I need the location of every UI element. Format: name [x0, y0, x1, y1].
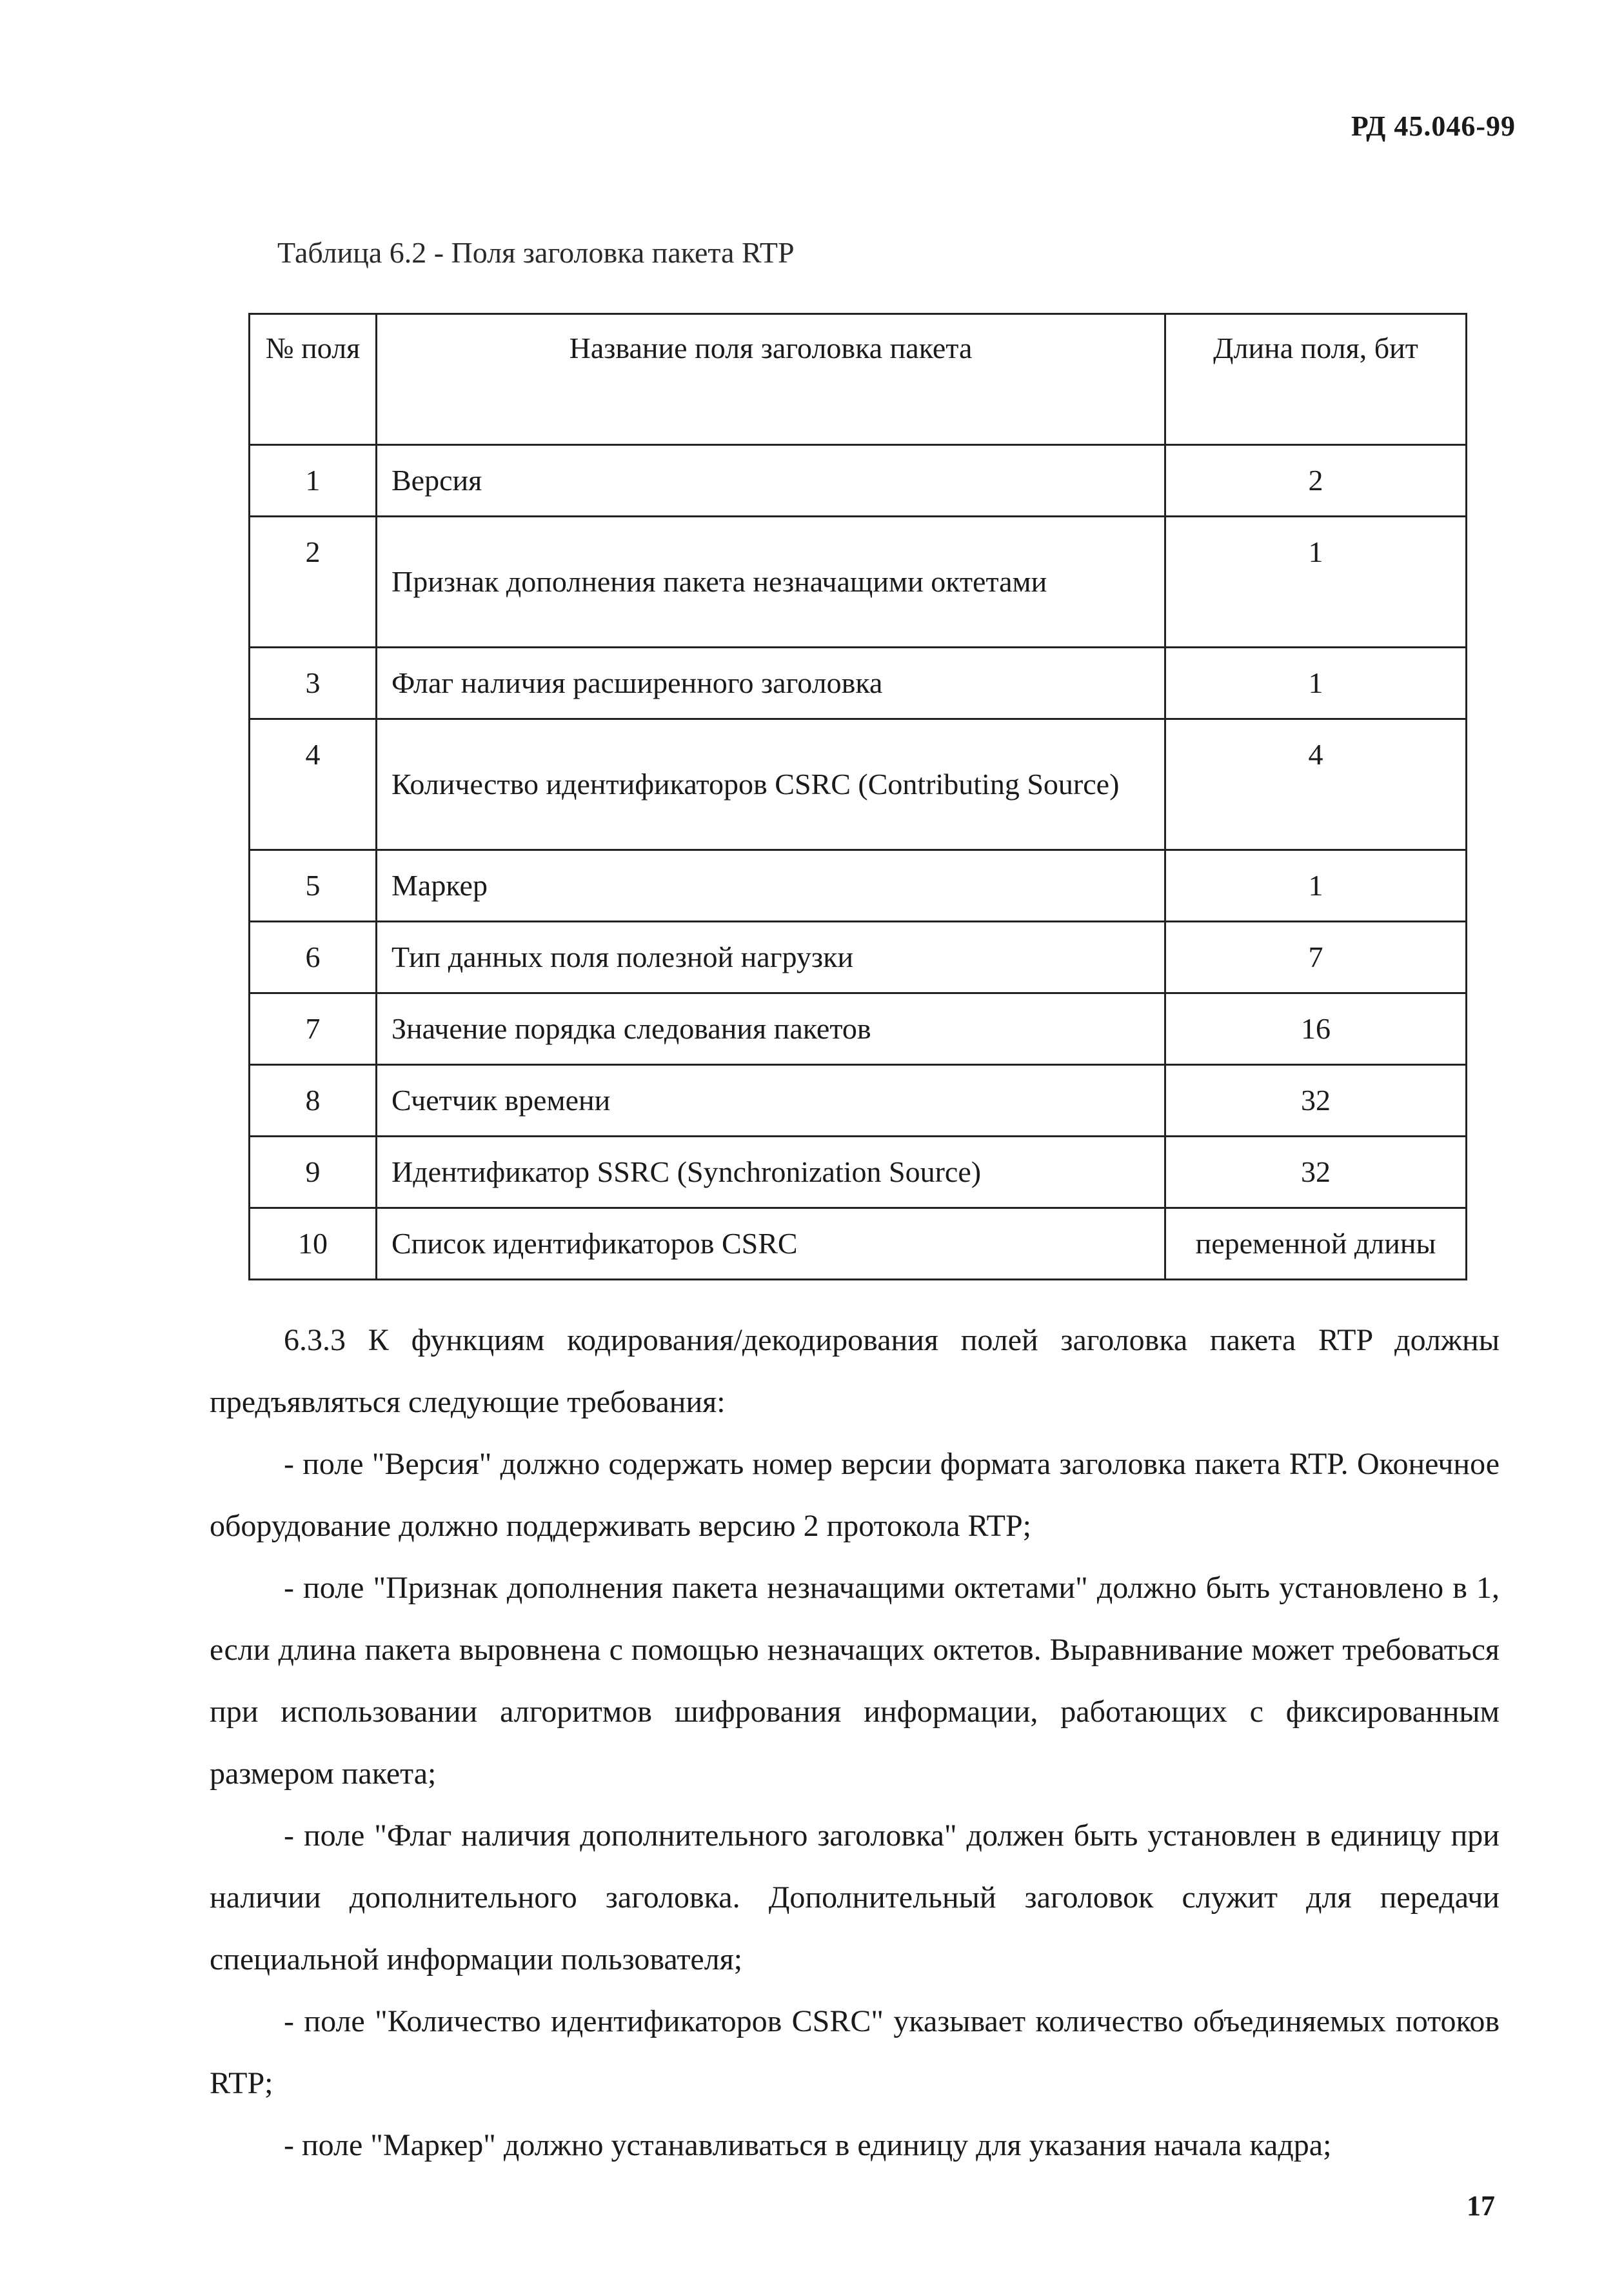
cell-num: 9 [250, 1137, 377, 1208]
cell-name: Версия [377, 445, 1165, 517]
document-code: РД 45.046-99 [1351, 110, 1516, 142]
table-row [250, 719, 1467, 850]
cell-length: 1 [1165, 850, 1467, 922]
paragraph-intro: 6.3.3 К функциям кодирования/декодирования полей заголовка пакета RTP должны предъявляться следующие требования: [210, 1323, 1500, 1419]
cell-name: Признак дополнения пакета незначащими октетами [377, 517, 1165, 648]
cell-length: 32 [1165, 1065, 1467, 1137]
cell-length: 2 [1165, 445, 1467, 517]
cell-length: 16 [1165, 993, 1467, 1065]
table-row [250, 445, 1467, 517]
table-row [250, 850, 1467, 922]
table-row [250, 922, 1467, 993]
cell-num: 1 [250, 445, 377, 517]
cell-length: 1 [1165, 517, 1467, 648]
table-caption: Таблица 6.2 - Поля заголовка пакета RTP [277, 236, 795, 269]
table-row [250, 517, 1467, 648]
table-row [250, 648, 1467, 719]
header-length: Длина поля, бит [1165, 314, 1467, 445]
cell-name: Тип данных поля полезной нагрузки [377, 922, 1165, 993]
cell-name: Идентификатор SSRC (Synchronization Source) [377, 1137, 1165, 1208]
body-text [210, 1309, 1500, 2176]
cell-num: 5 [250, 850, 377, 922]
cell-name: Флаг наличия расширенного заголовка [377, 648, 1165, 719]
cell-num: 8 [250, 1065, 377, 1137]
paragraph-csrc-count: - поле "Количество идентификаторов CSRC" указывает количество объединяемых потоков RTP; [210, 2004, 1500, 2100]
paragraph-extension: - поле "Флаг наличия дополнительного заголовка" должен быть установлен в единицу при наличии дополнительного заголовка. Дополнительный заголовок служит для передачи специальной информации пользователя; [210, 1818, 1500, 1976]
paragraph-version: - поле "Версия" должно содержать номер версии формата заголовка пакета RTP. Оконечное оборудование должно поддерживать версию 2 протокола RTP; [210, 1447, 1500, 1543]
cell-name: Количество идентификаторов CSRC (Contributing Source) [377, 719, 1165, 850]
table-row [250, 1065, 1467, 1137]
cell-length: 4 [1165, 719, 1467, 850]
cell-name: Маркер [377, 850, 1165, 922]
page-number: 17 [1467, 2190, 1495, 2222]
cell-name: Счетчик времени [377, 1065, 1165, 1137]
cell-name: Список идентификаторов CSRC [377, 1208, 1165, 1280]
cell-name: Значение порядка следования пакетов [377, 993, 1165, 1065]
table-header-row [250, 314, 1467, 445]
header-num: № поля [250, 314, 377, 445]
paragraph-marker: - поле "Маркер" должно устанавливаться в единицу для указания начала кадра; [284, 2128, 1332, 2162]
cell-length: 32 [1165, 1137, 1467, 1208]
cell-num: 10 [250, 1208, 377, 1280]
cell-num: 7 [250, 993, 377, 1065]
table-row [250, 1137, 1467, 1208]
table-row [250, 993, 1467, 1065]
table-row [250, 1208, 1467, 1280]
cell-num: 2 [250, 517, 377, 648]
cell-num: 4 [250, 719, 377, 850]
cell-num: 3 [250, 648, 377, 719]
cell-length: 1 [1165, 648, 1467, 719]
cell-length: 7 [1165, 922, 1467, 993]
cell-num: 6 [250, 922, 377, 993]
header-name: Название поля заголовка пакета [377, 314, 1165, 445]
cell-length: переменной длины [1165, 1208, 1467, 1280]
paragraph-padding: - поле "Признак дополнения пакета незначащими октетами" должно быть установлено в 1, если длина пакета выровнена с помощью незначащих октетов. Выравнивание может требоваться при использовании алгоритмов шифрования информации, работающих с фиксированным размером пакета; [210, 1571, 1500, 1791]
rtp-header-fields-table [248, 313, 1467, 1280]
